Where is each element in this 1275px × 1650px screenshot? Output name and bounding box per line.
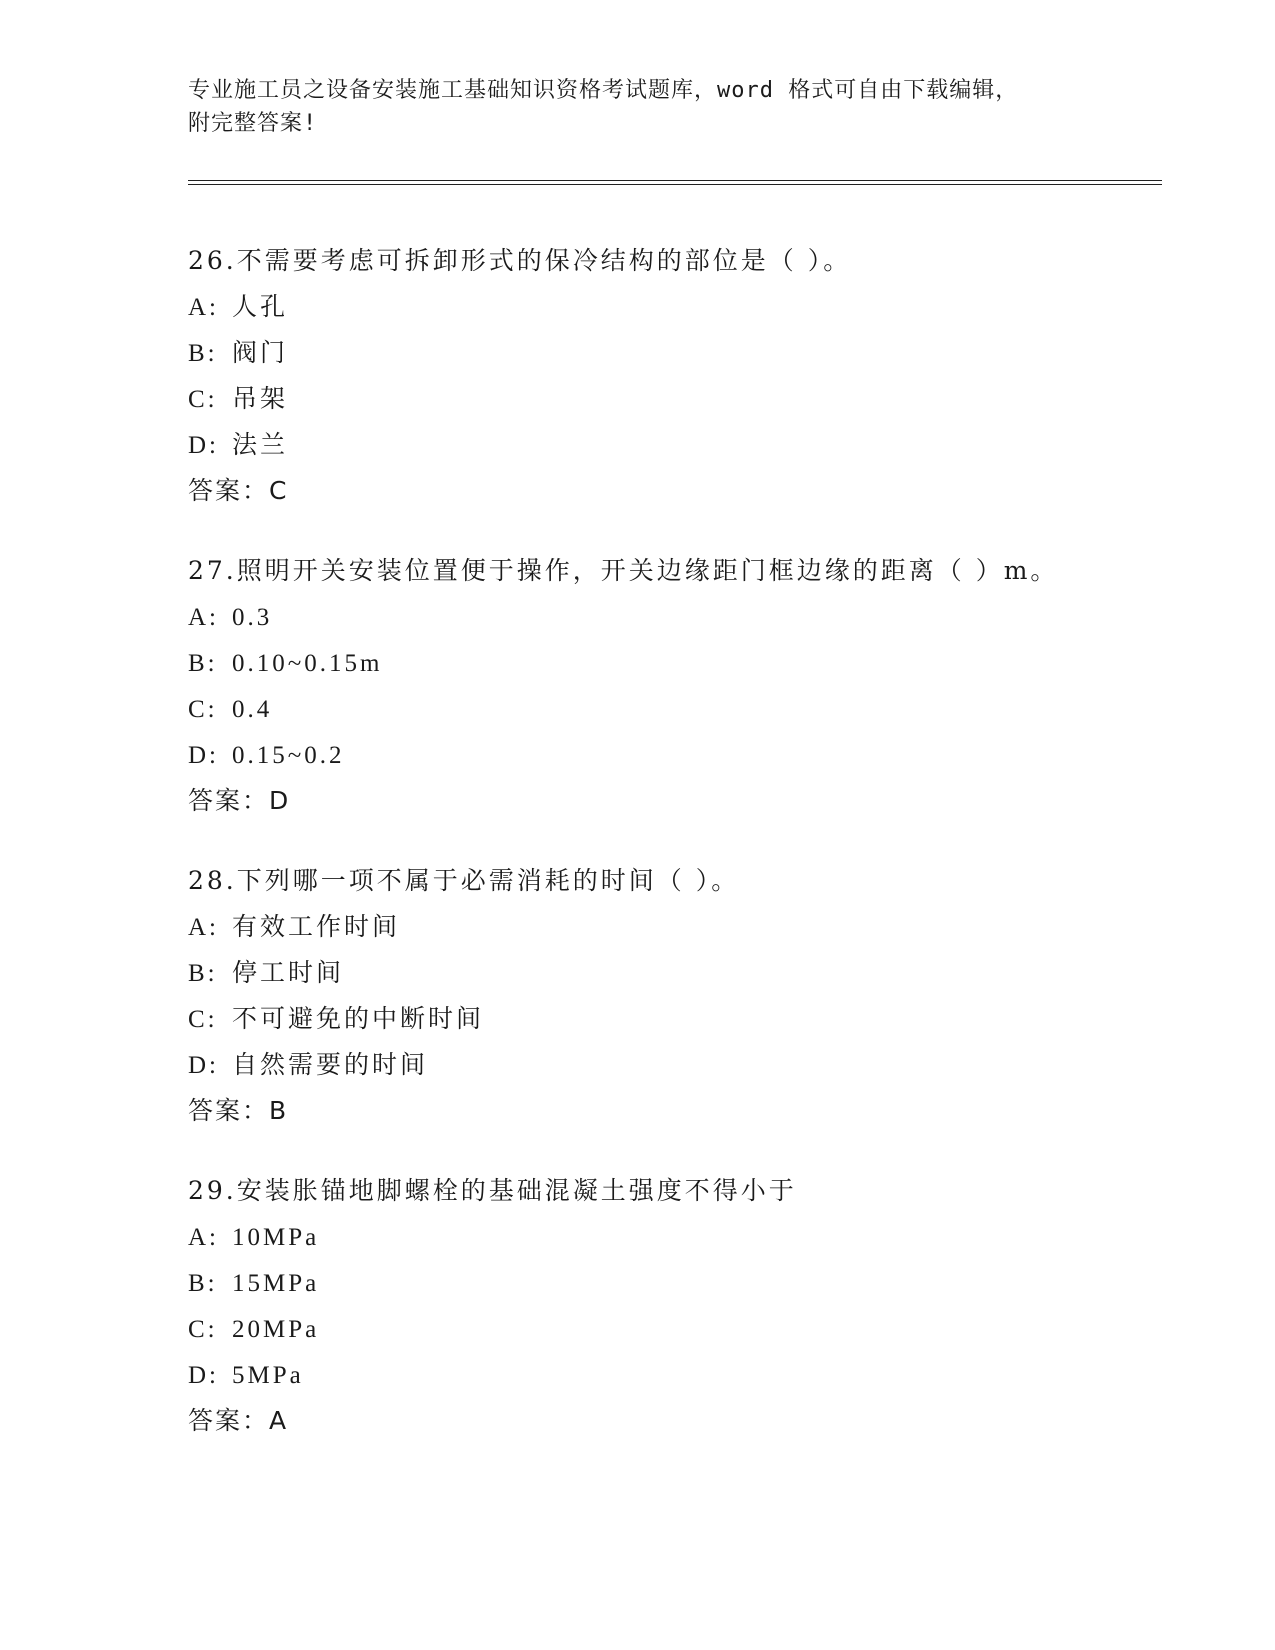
option-text: 法兰 — [232, 432, 289, 459]
header-divider-bottom — [188, 184, 1162, 185]
option-key: A: — [188, 914, 219, 941]
answer-line: 答案：A — [188, 1406, 289, 1435]
option-d — [188, 422, 1168, 468]
header-line-1: 专业施工员之设备安装施工基础知识资格考试题库，word 格式可自由下载编辑， — [188, 78, 1019, 103]
option-key: D: — [188, 1052, 219, 1079]
option-key: B: — [188, 340, 218, 367]
answer-line: 答案：C — [188, 476, 289, 505]
option-key: C: — [188, 386, 218, 413]
answer-line: 答案：D — [188, 786, 291, 815]
option-c — [188, 376, 1168, 422]
option-d — [188, 732, 1168, 778]
option-text: 0.4 — [232, 696, 273, 723]
option-key: D: — [188, 742, 219, 769]
option-text: 20MPa — [232, 1316, 320, 1343]
option-text: 吊架 — [232, 386, 289, 413]
question-stem: 26.不需要考虑可拆卸形式的保冷结构的部位是（ ）。 — [188, 246, 852, 275]
option-key: C: — [188, 1316, 218, 1343]
header-line-2: 附完整答案! — [188, 111, 318, 136]
option-text: 停工时间 — [232, 960, 345, 987]
question-stem: 28.下列哪一项不属于必需消耗的时间（ ）。 — [188, 866, 740, 895]
option-text: 人孔 — [232, 294, 289, 321]
option-key: B: — [188, 650, 218, 677]
option-key: A: — [188, 294, 219, 321]
option-b — [188, 330, 1168, 376]
option-text: 阀门 — [232, 340, 289, 367]
option-c — [188, 686, 1168, 732]
document-header — [188, 74, 1088, 140]
option-key: C: — [188, 1006, 218, 1033]
option-text: 不可避免的中断时间 — [232, 1006, 485, 1033]
option-c — [188, 1306, 1168, 1352]
question-27 — [188, 548, 1168, 824]
option-text: 0.15~0.2 — [232, 742, 345, 769]
option-key: D: — [188, 432, 219, 459]
option-text: 有效工作时间 — [232, 914, 401, 941]
question-28 — [188, 858, 1168, 1134]
option-text: 自然需要的时间 — [232, 1052, 429, 1079]
option-a — [188, 594, 1168, 640]
option-b — [188, 950, 1168, 996]
question-list — [188, 238, 1168, 1478]
option-key: A: — [188, 1224, 219, 1251]
option-key: A: — [188, 604, 219, 631]
option-text: 10MPa — [232, 1224, 320, 1251]
question-26 — [188, 238, 1168, 514]
option-text: 0.10~0.15m — [232, 650, 383, 677]
option-key: D: — [188, 1362, 219, 1389]
answer-line: 答案：B — [188, 1096, 289, 1125]
option-text: 0.3 — [232, 604, 273, 631]
option-key: C: — [188, 696, 218, 723]
header-divider-top — [188, 180, 1162, 181]
option-a — [188, 284, 1168, 330]
option-d — [188, 1042, 1168, 1088]
option-text: 5MPa — [232, 1362, 304, 1389]
option-a — [188, 904, 1168, 950]
option-b — [188, 640, 1168, 686]
option-a — [188, 1214, 1168, 1260]
option-d — [188, 1352, 1168, 1398]
option-key: B: — [188, 1270, 218, 1297]
option-text: 15MPa — [232, 1270, 320, 1297]
option-b — [188, 1260, 1168, 1306]
question-stem: 27.照明开关安装位置便于操作，开关边缘距门框边缘的距离（ ）m。 — [188, 556, 1059, 585]
question-29 — [188, 1168, 1168, 1444]
question-stem: 29.安装胀锚地脚螺栓的基础混凝土强度不得小于 — [188, 1176, 797, 1205]
option-key: B: — [188, 960, 218, 987]
option-c — [188, 996, 1168, 1042]
